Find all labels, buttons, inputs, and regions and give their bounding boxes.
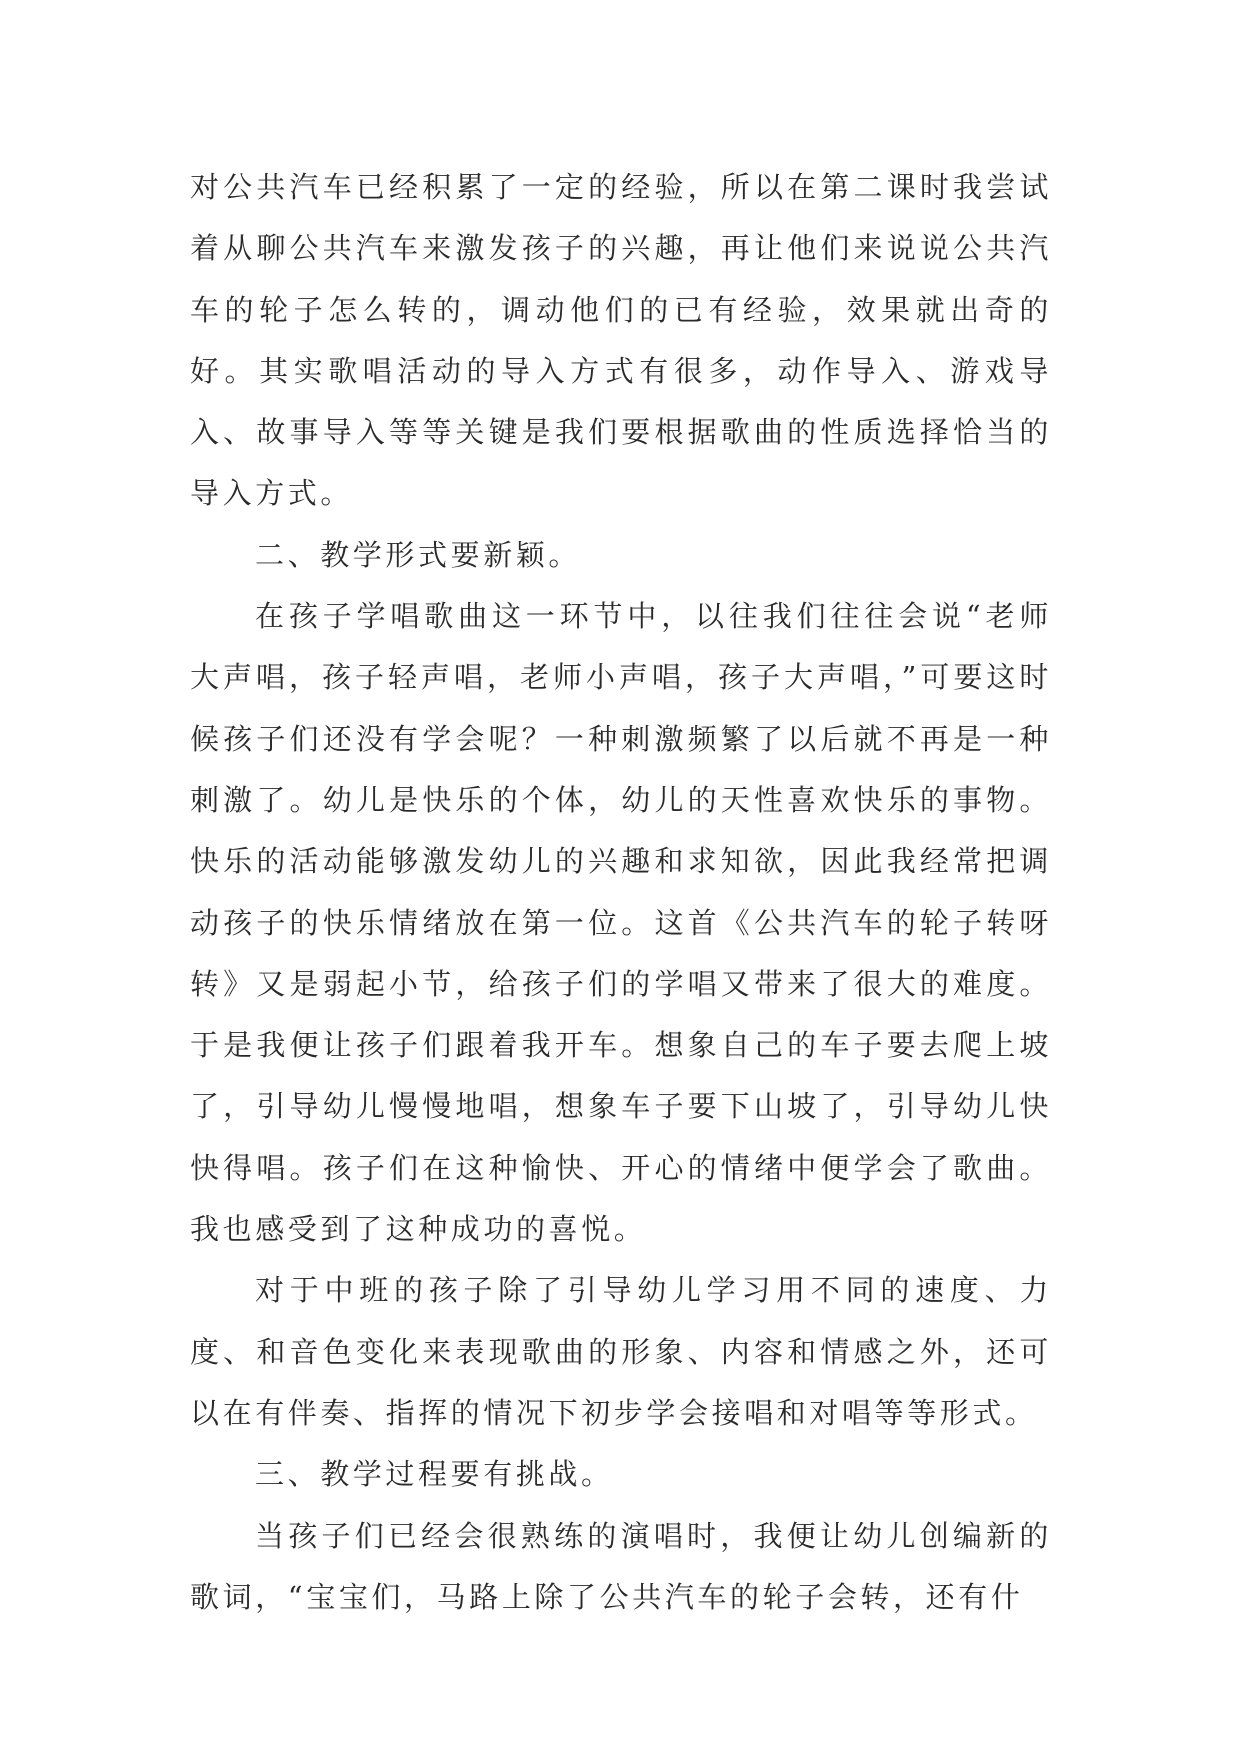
section-heading-teaching-form: 二、教学形式要新颖。 [255, 537, 582, 572]
paragraph-middle-class: 对于中班的孩子除了引导幼儿学习用不同的速度、力度、和音色变化来表现歌曲的形象、内容和情感之外，还可以在有伴奏、指挥的情况下初步学会接唱和对唱等等形式。 [190, 1273, 1052, 1430]
paragraph-singing-learning: 在孩子学唱歌曲这一环节中，以往我们往往会说“老师大声唱，孩子轻声唱，老师小声唱，孩子大声唱，”可要这时候孩子们还没有学会呢？一种刺激频繁了以后就不再是一种刺激了。幼儿是快乐的个体，幼儿的天性喜欢快乐的事物。快乐的活动能够激发幼儿的兴趣和求知欲，因此我经常把调动孩子的快乐情绪放在第一位。这首《公共汽车的轮子转呀转》又是弱起小节，给孩子们的学唱又带来了很大的难度。于是我便让孩子们跟着我开车。想象自己的车子要去爬上坡了，引导幼儿慢慢地唱，想象车子要下山坡了，引导幼儿快快得唱。孩子们在这种愉快、开心的情绪中便学会了歌曲。我也感受到了这种成功的喜悦。 [190, 599, 1052, 1247]
paragraph-lyric-creation: 当孩子们已经会很熟练的演唱时，我便让幼儿创编新的歌词，“宝宝们，马路上除了公共汽车的轮子会转，还有什 [190, 1518, 1052, 1614]
section-heading-teaching-process: 三、教学过程要有挑战。 [255, 1457, 614, 1492]
document-body [190, 157, 1052, 1628]
paragraph-continuation: 对公共汽车已经积累了一定的经验，所以在第二课时我尝试着从聊公共汽车来激发孩子的兴趣，再让他们来说说公共汽车的轮子怎么转的，调动他们的已有经验，效果就出奇的好。其实歌唱活动的导入方式有很多，动作导入、游戏导入、故事导入等等关键是我们要根据歌曲的性质选择恰当的导入方式。 [190, 170, 1052, 511]
